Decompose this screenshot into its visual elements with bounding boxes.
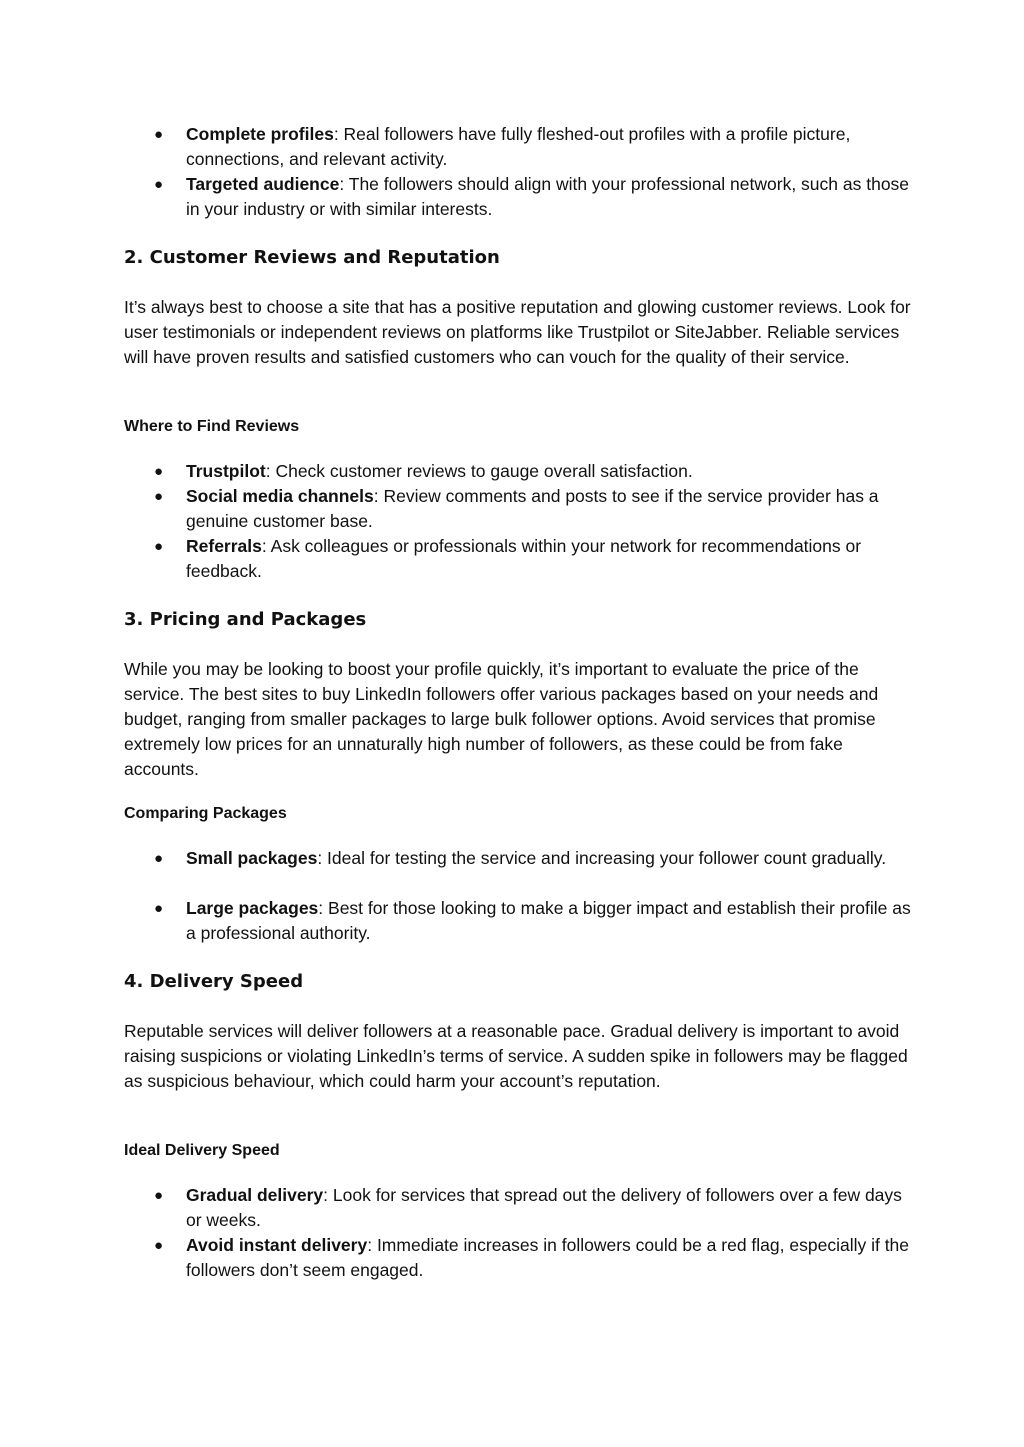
bullet-icon: ●	[154, 850, 164, 867]
list-item	[154, 1233, 914, 1283]
subsection-heading: Where to Find Reviews	[124, 418, 300, 435]
bullet-term: Gradual delivery	[186, 1185, 324, 1205]
list-item	[154, 534, 914, 584]
bullet-term: Large packages	[186, 898, 319, 918]
bullet-text: : Immediate increases in followers could be a red flag, especially if the followers don’t seem engaged.	[186, 1235, 910, 1280]
bullet-term: Social media channels	[186, 486, 374, 506]
list-item	[154, 122, 914, 172]
bullet-icon: ●	[154, 1237, 164, 1254]
bullet-term: Complete profiles	[186, 124, 334, 144]
bullet-icon: ●	[154, 463, 164, 480]
bullet-text: : Look for services that spread out the delivery of followers over a few days or weeks.	[186, 1185, 902, 1230]
list-item	[154, 896, 914, 946]
bullet-term: Referrals	[186, 536, 262, 556]
bullet-term: Targeted audience	[186, 174, 340, 194]
bullet-icon: ●	[154, 126, 164, 143]
list-item	[154, 484, 914, 534]
bullet-term: Avoid instant delivery	[186, 1235, 368, 1255]
section-paragraph: It’s always best to choose a site that has a positive reputation and glowing customer reviews. Look for user testimonials or independent reviews on platforms like Trustpilot or SiteJabber. Reliable services will have proven results and satisfied customers who can vouch for the quality of their service.	[124, 297, 911, 367]
section-heading: 2. Customer Reviews and Reputation	[124, 247, 500, 268]
section-paragraph: Reputable services will deliver followers at a reasonable pace. Gradual delivery is important to avoid raising suspicions or violating LinkedIn’s terms of service. A sudden spike in followers may be flagged as suspicious behaviour, which could harm your account’s reputation.	[124, 1021, 908, 1091]
bullet-text: : Check customer reviews to gauge overall satisfaction.	[265, 461, 693, 481]
bullet-text: : Review comments and posts to see if the service provider has a genuine customer base.	[186, 486, 879, 531]
section-heading: 4. Delivery Speed	[124, 971, 304, 992]
bullet-term: Trustpilot	[186, 461, 266, 481]
subsection-heading: Comparing Packages	[124, 805, 287, 822]
subsection-heading: Ideal Delivery Speed	[124, 1142, 280, 1159]
bullet-term: Small packages	[186, 848, 318, 868]
section-paragraph: While you may be looking to boost your profile quickly, it’s important to evaluate the price of the service. The best sites to buy LinkedIn followers offer various packages based on your needs and budget, ranging from smaller packages to large bulk follower options. Avoid services that promise extremely low prices for an unnaturally high number of followers, as these could be from fake accounts.	[124, 659, 879, 779]
bullet-text: : Best for those looking to make a bigger impact and establish their profile as a professional authority.	[186, 898, 911, 943]
bullet-text: : Ask colleagues or professionals within your network for recommendations or feedback.	[186, 536, 862, 581]
bullet-icon: ●	[154, 176, 164, 193]
list-item	[154, 172, 914, 222]
bullet-icon: ●	[154, 488, 164, 505]
list-item	[154, 459, 914, 484]
bullet-text: : The followers should align with your professional network, such as those in your industry or with similar interests.	[186, 174, 910, 219]
section-heading: 3. Pricing and Packages	[124, 609, 367, 630]
bullet-text: : Ideal for testing the service and increasing your follower count gradually.	[317, 848, 887, 868]
bullet-icon: ●	[154, 900, 164, 917]
bullet-icon: ●	[154, 1187, 164, 1204]
bullet-text: : Real followers have fully fleshed-out profiles with a profile picture, connections, and relevant activity.	[186, 124, 851, 169]
list-item	[154, 1183, 914, 1233]
list-item	[154, 846, 914, 871]
bullet-icon: ●	[154, 538, 164, 555]
